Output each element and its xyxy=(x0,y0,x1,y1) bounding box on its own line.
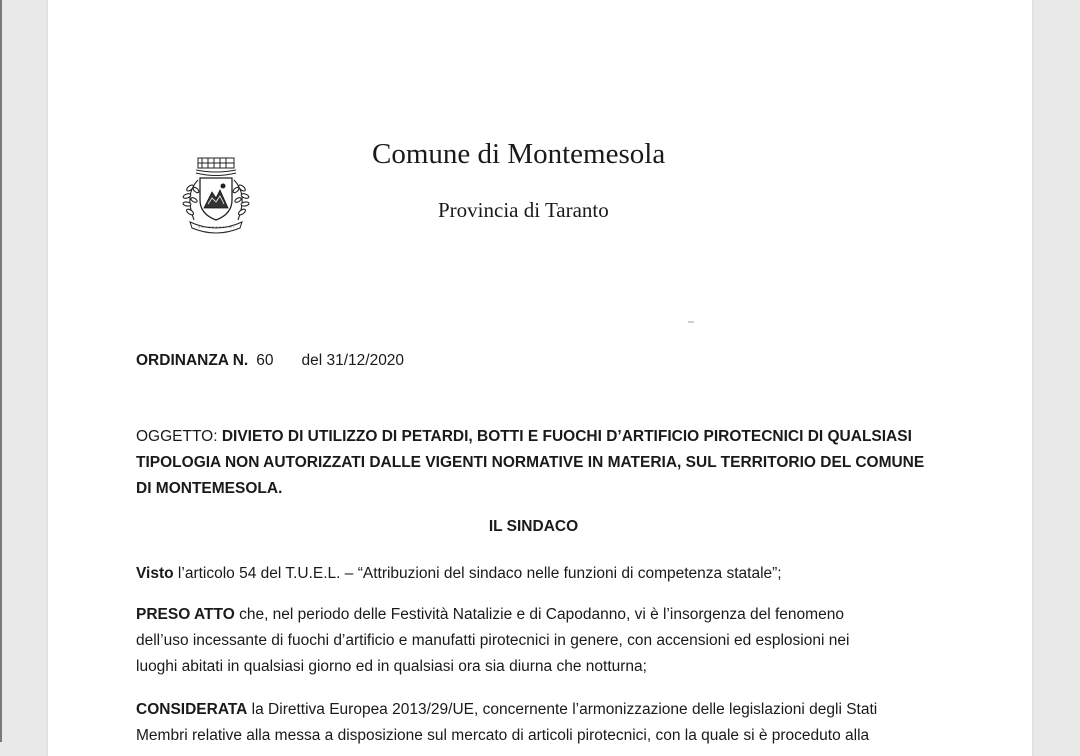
paragraph-visto xyxy=(136,561,936,587)
visto-lead: Visto xyxy=(136,565,174,582)
ordinance-label: ORDINANZA N. xyxy=(136,352,249,369)
considerata-line-1: la Direttiva Europea 2013/29/UE, concernente l’armonizzazione delle legislazioni degli Stati xyxy=(247,701,878,718)
preso-atto-line-2: dell’uso incessante di fuochi d’artificio e manufatti pirotecnici in genere, con accensioni ed esplosioni nei xyxy=(136,632,850,649)
scan-speck xyxy=(688,321,694,323)
municipal-crest-icon xyxy=(176,154,256,236)
ordinance-date: del 31/12/2020 xyxy=(301,352,405,369)
paragraph-considerata xyxy=(136,697,936,749)
municipality-name: Comune di Montemesola xyxy=(372,138,666,170)
ordinance-line xyxy=(136,348,936,374)
subject-line-3: DI MONTEMESOLA. xyxy=(136,480,283,497)
subject-block xyxy=(136,424,936,502)
subject-line-2: TIPOLOGIA NON AUTORIZZATI DALLE VIGENTI NORMATIVE IN MATERIA, SUL TERRITORIO DEL COMUNE xyxy=(136,454,925,471)
subject-line-1: DIVIETO DI UTILIZZO DI PETARDI, BOTTI E FUOCHI D’ARTIFICIO PIROTECNICI DI QUALSIASI xyxy=(221,428,912,445)
considerata-lead: CONSIDERATA xyxy=(136,701,248,718)
window-left-edge xyxy=(0,0,2,742)
considerata-line-2: Membri relative alla messa a disposizione sul mercato di articoli pirotecnici, con la quale si è proceduto alla xyxy=(136,727,870,744)
visto-text: l’articolo 54 del T.U.E.L. – “Attribuzioni del sindaco nelle funzioni di competenza statale”; xyxy=(173,565,782,582)
document-page xyxy=(48,0,1032,756)
subject-label: OGGETTO: xyxy=(136,428,222,445)
preso-atto-lead: PRESO ATTO xyxy=(136,606,235,623)
paragraph-preso-atto xyxy=(136,602,936,680)
preso-atto-line-3: luoghi abitati in qualsiasi giorno ed in qualsiasi ora sia diurna che notturna; xyxy=(136,658,647,675)
section-heading-sindaco: IL SINDACO xyxy=(488,518,579,535)
province-name: Provincia di Taranto xyxy=(438,198,609,222)
preso-atto-line-1: che, nel periodo delle Festività Natalizie e di Capodanno, vi è l’insorgenza del fenomeno xyxy=(234,606,844,623)
ordinance-number: 60 xyxy=(256,352,274,369)
